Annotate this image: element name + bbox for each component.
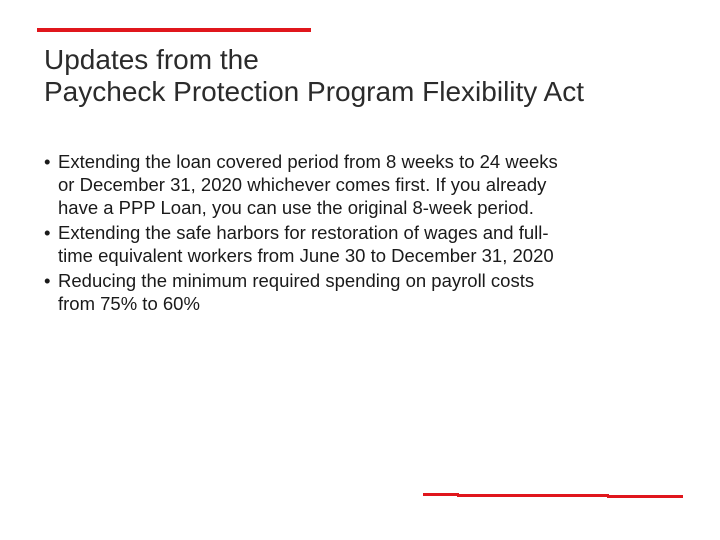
bullet-text (58, 221, 694, 267)
bullet-glyph: • (44, 222, 51, 243)
title-line-2: Paycheck Protection Program Flexibility Act (44, 76, 584, 107)
bullet-item (44, 269, 694, 315)
bullet-line: have a PPP Loan, you can use the original 8-week period. (58, 197, 534, 218)
bullet-line: Reducing the minimum required spending on payroll costs (58, 270, 535, 291)
title-line-1: Updates from the (44, 44, 259, 75)
bullet-glyph: • (44, 151, 51, 172)
bullet-item (44, 150, 694, 219)
slide-title (44, 44, 684, 108)
bullet-line: time equivalent workers from June 30 to December 31, 2020 (58, 245, 554, 266)
bullet-list (44, 150, 694, 317)
bottom-accent-rule-segment (457, 494, 609, 497)
top-accent-rule (37, 28, 311, 32)
bullet-line: Extending the safe harbors for restoration of wages and full- (58, 222, 549, 243)
bullet-line: from 75% to 60% (58, 293, 200, 314)
bullet-line: Extending the loan covered period from 8 weeks to 24 weeks (58, 151, 558, 172)
bullet-text (58, 150, 694, 219)
bullet-glyph: • (44, 270, 51, 291)
bottom-accent-rule-segment (423, 493, 459, 496)
bullet-item (44, 221, 694, 267)
bullet-line: or December 31, 2020 whichever comes first. If you already (58, 174, 547, 195)
bottom-accent-rule-segment (607, 495, 683, 498)
bullet-text (58, 269, 694, 315)
